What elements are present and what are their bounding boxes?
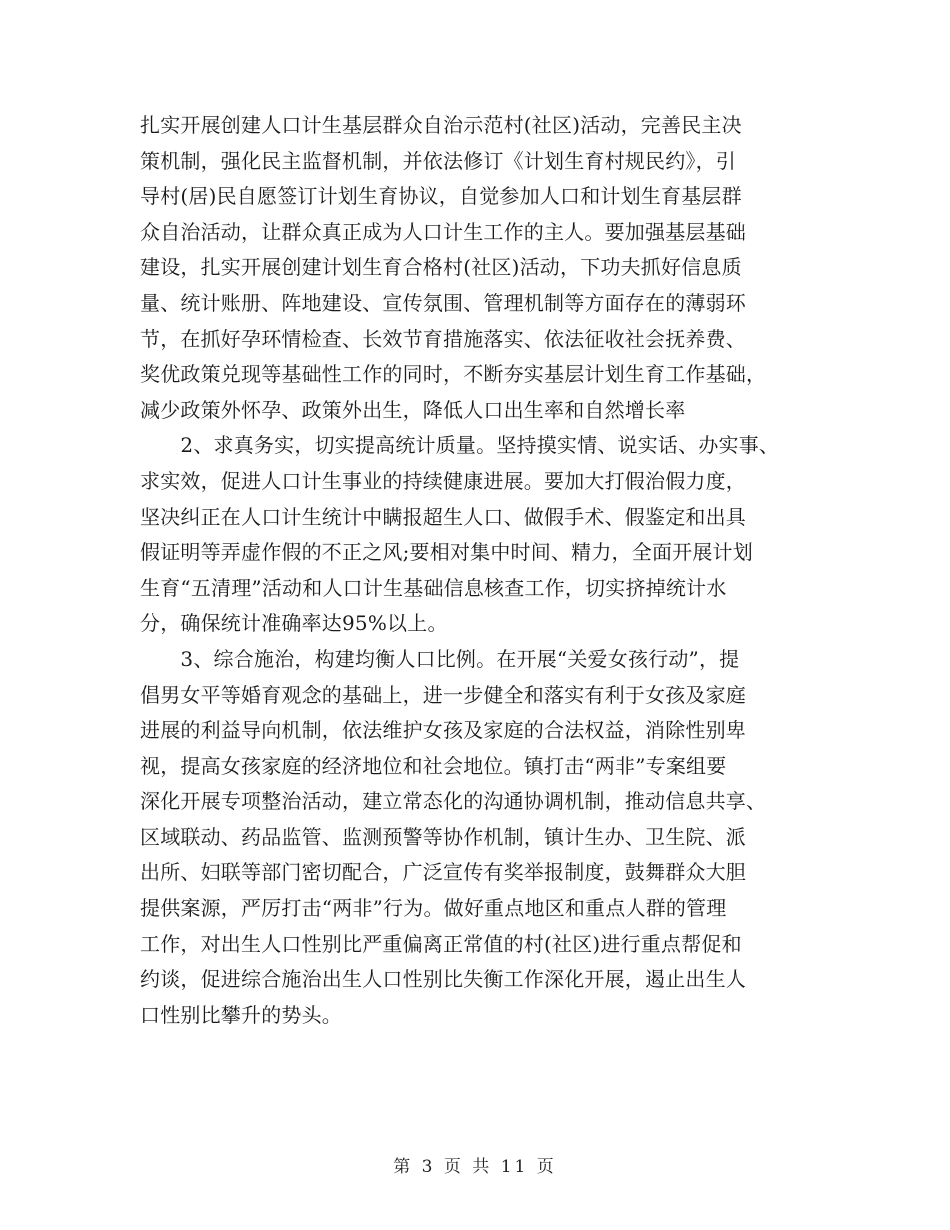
text-line: 求实效，促进人口计生事业的持续健康进展。要加大打假治假力度， [140,468,746,493]
text-line: 建设，扎实开展创建计划生育合格村(社区)活动，下功夫抓好信息质 [140,255,742,280]
text-line: 节，在抓好孕环情检查、长效节育措施落实、依法征收社会抚养费、 [140,326,746,351]
document-body [140,108,820,1033]
text-line: 导村(居)民自愿签订计划生育协议，自觉参加人口和计划生育基层群 [140,184,742,209]
text-line: 众自治活动，让群众真正成为人口计生工作的主人。要加强基层基础 [140,219,746,244]
text-line: 2、求真务实，切实提高统计质量。坚持摸实情、说实话、办实事、 [140,433,780,458]
text-line: 口性别比攀升的势头。 [140,1002,342,1027]
text-line: 区域联动、药品监管、监测预警等协作机制，镇计生办、卫生院、派 [140,824,746,849]
text-line: 假证明等弄虚作假的不正之风;要相对集中时间、精力，全面开展计划 [140,540,753,565]
text-line: 倡男女平等婚育观念的基础上，进一步健全和落实有利于女孩及家庭 [140,682,746,707]
text-line: 进展的利益导向机制，依法维护女孩及家庭的合法权益，消除性别卑 [140,718,746,743]
text-line: 坚决纠正在人口计生统计中瞒报超生人口、做假手术、假鉴定和出具 [140,504,746,529]
text-line: 深化开展专项整治活动，建立常态化的沟通协调机制，推动信息共享、 [140,789,767,814]
text-line: 奖优政策兑现等基础性工作的同时，不断夯实基层计划生育工作基础， [140,362,767,387]
text-line: 视，提高女孩家庭的经济地位和社会地位。镇打击“两非”专案组要 [140,753,727,778]
text-line: 分，确保统计准确率达95%以上。 [140,611,448,636]
text-line: 约谈，促进综合施治出生人口性别比失衡工作深化开展，遏止出生人 [140,967,746,992]
text-line: 量、统计账册、阵地建设、宣传氛围、管理机制等方面存在的薄弱环 [140,290,746,315]
page-number-footer: 第 3 页 共 11 页 [393,1157,557,1177]
text-line: 出所、妇联等部门密切配合，广泛宣传有奖举报制度，鼓舞群众大胆 [140,860,746,885]
text-line: 提供案源，严厉打击“两非”行为。做好重点地区和重点人群的管理 [140,896,727,921]
text-line: 减少政策外怀孕、政策外出生，降低人口出生率和自然增长率 [140,397,686,422]
text-line: 生育“五清理”活动和人口计生基础信息核查工作，切实挤掉统计水 [140,575,727,600]
text-line: 工作，对出生人口性别比严重偏离正常值的村(社区)进行重点帮促和 [140,931,742,956]
text-line: 3、综合施治，构建均衡人口比例。在开展“关爱女孩行动”，提 [140,646,740,671]
text-line: 策机制，强化民主监督机制，并依法修订《计划生育村规民约》，引 [140,148,736,173]
text-line: 扎实开展创建人口计生基层群众自治示范村(社区)活动，完善民主决 [140,113,742,137]
